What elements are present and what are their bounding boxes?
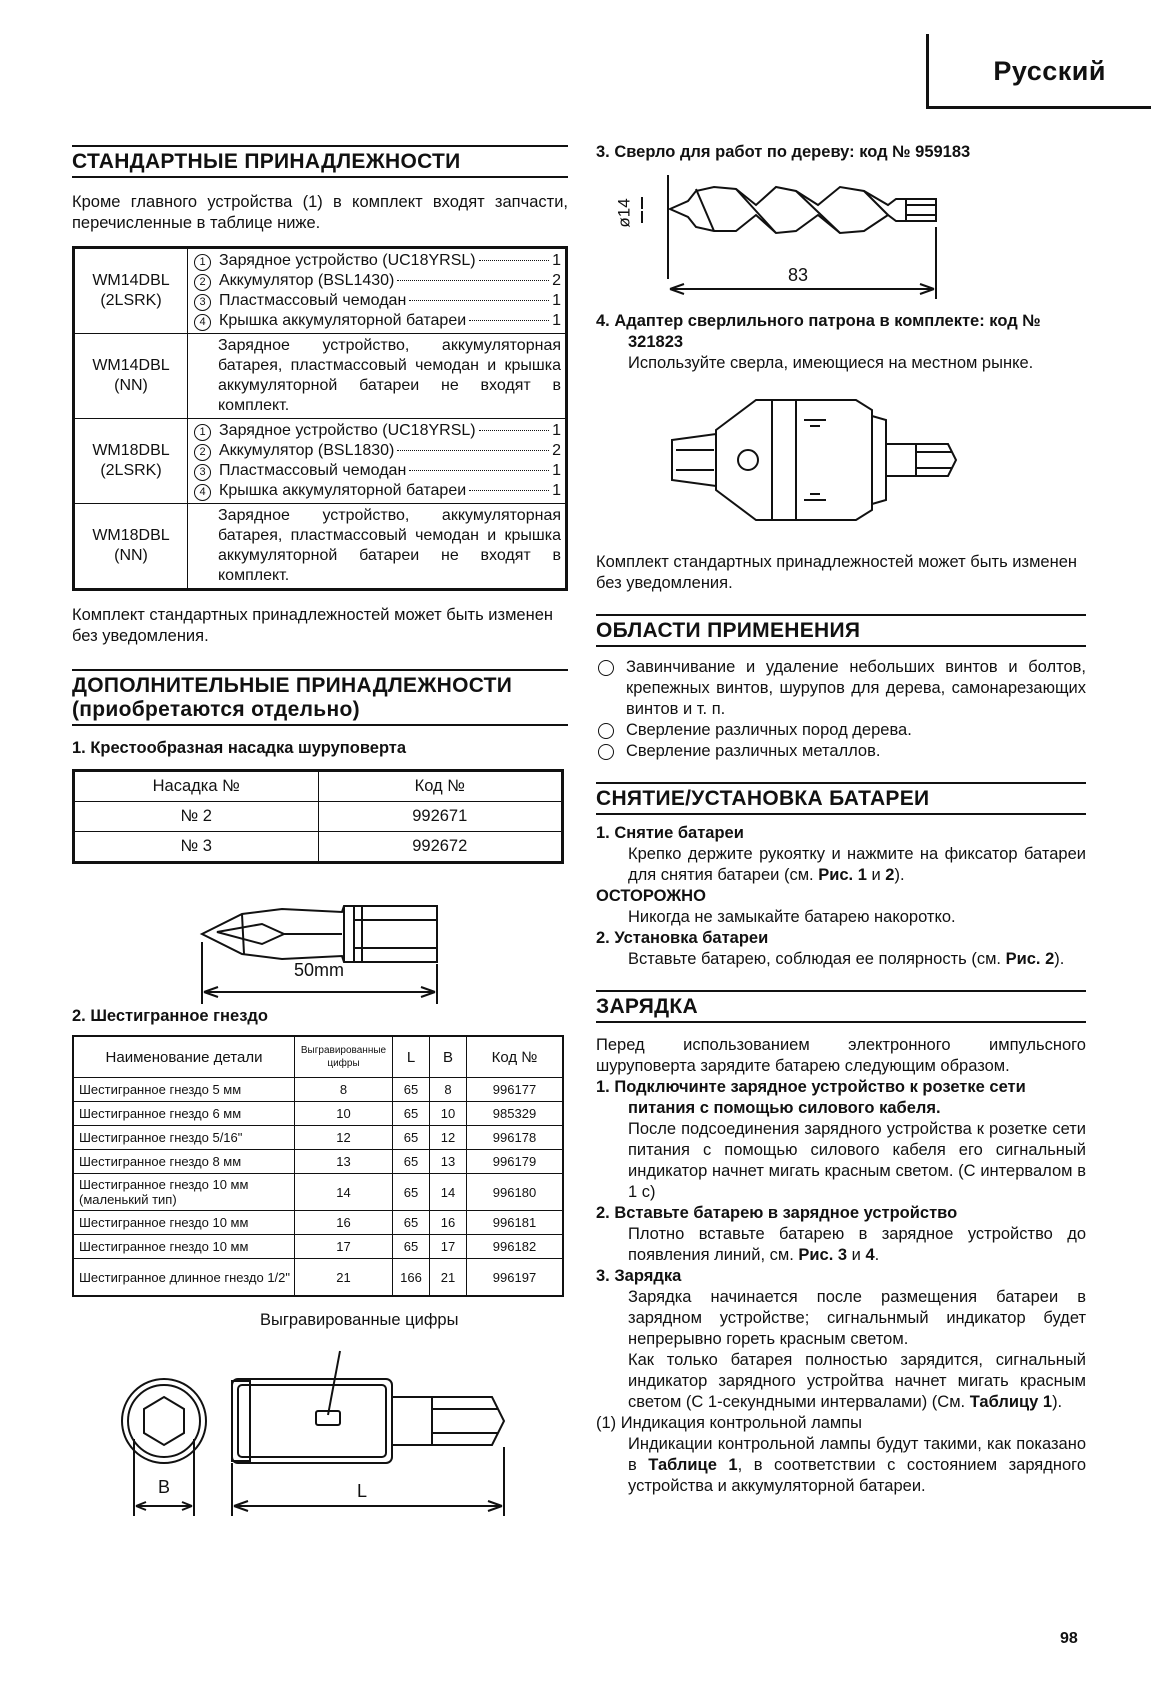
table-row: Шестигранное гнездо 5/16" 12 65 12 996178	[73, 1126, 563, 1150]
bit-length-label: 50mm	[294, 960, 345, 980]
table-row: Шестигранное гнездо 8 мм 13 65 13 996179	[73, 1150, 563, 1174]
charging-intro: Перед использованием электронного импульсного шуруповерта зарядите батарею следующим образом.	[596, 1036, 1086, 1075]
wood-drill-icon	[596, 169, 1086, 299]
number-circle-icon: 3	[194, 464, 211, 481]
battery-install-text: Вставьте батарею, соблюдая ее полярность (см. Рис. 2).	[628, 950, 1065, 968]
table-row	[74, 504, 567, 590]
wood-drill-heading: 3. Сверло для работ по дереву: код № 959183	[596, 143, 971, 161]
table-row: Шестигранное гнездо 10 мм 16 65 16 996181	[73, 1211, 563, 1235]
table-row: Шестигранное гнездо 10 мм (маленький тип) 14 65 14 996180	[73, 1174, 563, 1211]
model-cell: WM18DBL (2LSRK)	[74, 419, 188, 504]
table-header: Код №	[318, 771, 563, 802]
battery-title: СНЯТИЕ/УСТАНОВКА БАТАРЕИ	[596, 782, 1086, 815]
number-circle-icon: 2	[194, 444, 211, 461]
language-header	[926, 34, 1151, 109]
right-column	[596, 142, 1086, 1497]
circle-bullet-icon	[598, 723, 614, 739]
table-row	[74, 771, 563, 802]
std-accessories-table	[72, 246, 568, 591]
charge-step3-text2: Как только батарея полностью зарядится, сигнальный индикатор зарядного устройтва начнет мигать красным светом (С 1-секундными интервалами) (См. Таблицу 1).	[628, 1351, 1086, 1411]
table-header: Насадка №	[74, 771, 319, 802]
table-row	[73, 1036, 563, 1078]
charge-step1-heading: 1. Подключинте зарядное устройство к розетке сети питания с помощью силового кабеля.	[596, 1078, 1026, 1117]
charge-step3-text1: Зарядка начинается после размещения батареи в зарядном устройстве; сигнальнмый индикатор будет непрерывно гореть красным светом.	[628, 1288, 1086, 1348]
bit-drawing	[72, 864, 568, 1004]
battery-remove-heading: 1. Снятие батареи	[596, 824, 744, 842]
table-row	[74, 419, 567, 504]
number-circle-icon: 4	[194, 484, 211, 501]
std-intro: Кроме главного устройства (1) в комплект входят запчасти, перечисленные в таблице ниже.	[72, 193, 568, 232]
items-cell: 1 Зарядное устройство (UC18YRSL) 1 2 Аккумулятор (BSL1430) 2 3 Пластмассовый чемодан 1 4 Крышка аккумуляторной батареи 1	[188, 248, 567, 334]
drill-diameter-label: ø14	[614, 198, 634, 228]
std-accessories-title: СТАНДАРТНЫЕ ПРИНАДЛЕЖНОСТИ	[72, 145, 568, 178]
drill-length-label: 83	[788, 265, 809, 285]
table-row: Шестигранное гнездо 5 мм 8 65 8 996177	[73, 1078, 563, 1102]
chuck-drawing	[596, 380, 1086, 540]
model-cell: WM14DBL (2LSRK)	[74, 248, 188, 334]
std-note-right: Комплект стандартных принадлежностей может быть изменен без уведомления.	[596, 553, 1077, 592]
circle-bullet-icon	[598, 660, 614, 676]
table-header: Наименование детали	[73, 1036, 295, 1078]
caution-text: Никогда не замыкайте батарею накоротко.	[628, 908, 956, 926]
table-row: Шестигранное гнездо 10 мм 17 65 17 996182	[73, 1235, 563, 1259]
chuck-adapter-text: Используйте сверла, имеющиеся на местном рынке.	[628, 354, 1034, 372]
table-row: Шестигранное длинное гнездо 1/2" 21 166 21 996197	[73, 1259, 563, 1297]
model-cell: WM14DBL (NN)	[74, 334, 188, 419]
number-circle-icon: 3	[194, 294, 211, 311]
dim-b-label: B	[158, 1477, 171, 1497]
table-header: Код №	[467, 1036, 564, 1078]
caution-label: ОСТОРОЖНО	[596, 887, 706, 905]
model-cell: WM18DBL (NN)	[74, 504, 188, 590]
table-row	[74, 334, 567, 419]
bit-heading: 1. Крестообразная насадка шуруповерта	[72, 739, 407, 757]
battery-remove-text: Крепко держите рукоятку и нажмите на фиксатор батареи для снятия батареи (см. Рис. 1 и 2).	[628, 845, 1086, 884]
left-column	[72, 145, 568, 1516]
page-number: 98	[1060, 1630, 1078, 1647]
std-note: Комплект стандартных принадлежностей может быть изменен без уведомления.	[72, 606, 553, 645]
opt-accessories-subtitle: (приобретаются отдельно)	[72, 698, 568, 726]
hex-socket-icon	[72, 1311, 568, 1516]
drill-chuck-icon	[596, 380, 1086, 540]
bit-table	[72, 769, 564, 864]
indicator-text: Индикации контрольной лампы будут такими, как показано в Таблице 1, в соответствии с состоянием зарядного устройства и аккумуляторной батареи.	[628, 1435, 1086, 1495]
applications-title: ОБЛАСТИ ПРИМЕНЕНИЯ	[596, 614, 1086, 647]
battery-install-heading: 2. Установка батареи	[596, 929, 769, 947]
table-row: № 2 992671	[74, 802, 563, 832]
indicator-heading: (1) Индикация контрольной лампы	[596, 1414, 863, 1432]
number-circle-icon: 4	[194, 314, 211, 331]
table-header: Выгравированные цифры	[295, 1036, 393, 1078]
drill-drawing	[596, 169, 1086, 299]
charging-title: ЗАРЯДКА	[596, 990, 1086, 1023]
table-row: Шестигранное гнездо 6 мм 10 65 10 985329	[73, 1102, 563, 1126]
circle-bullet-icon	[598, 744, 614, 760]
charge-step3-heading: 3. Зарядка	[596, 1267, 682, 1285]
table-row: № 3 992672	[74, 832, 563, 863]
list-item: Сверление различных металлов.	[596, 741, 1086, 762]
applications-list	[596, 657, 1086, 762]
socket-heading: 2. Шестигранное гнездо	[72, 1007, 268, 1025]
table-row	[74, 248, 567, 334]
charge-step2-text: Плотно вставьте батарею в зарядное устройство до появления линий, см. Рис. 3 и 4.	[628, 1225, 1086, 1264]
charge-step2-heading: 2. Вставьте батарею в зарядное устройство	[596, 1204, 958, 1222]
items-cell: Зарядное устройство, аккумуляторная батарея, пластмассовый чемодан и крышка аккумуляторной батареи не входят в комплект.	[188, 334, 567, 419]
socket-table	[72, 1035, 564, 1297]
charge-step1-text: После подсоединения зарядного устройства к розетке сети питания с помощью силового кабеля его сигнальный индикатор начнет мигать красным светом. (С интервалом в 1 с)	[628, 1120, 1086, 1201]
table-header: L	[393, 1036, 430, 1078]
items-cell: Зарядное устройство, аккумуляторная батарея, пластмассовый чемодан и крышка аккумуляторной батареи не входят в комплект.	[188, 504, 567, 590]
language-label: Русский	[993, 56, 1106, 86]
number-circle-icon: 2	[194, 274, 211, 291]
number-circle-icon: 1	[194, 424, 211, 441]
table-header: B	[430, 1036, 467, 1078]
socket-drawing	[72, 1311, 568, 1516]
list-item: Сверление различных пород дерева.	[596, 720, 1086, 741]
dim-l-label: L	[357, 1481, 368, 1501]
engraved-label: Выгравированные цифры	[260, 1311, 459, 1329]
items-cell: 1 Зарядное устройство (UC18YRSL) 1 2 Аккумулятор (BSL1830) 2 3 Пластмассовый чемодан 1 4 Крышка аккумуляторной батареи 1	[188, 419, 567, 504]
opt-accessories-title: ДОПОЛНИТЕЛЬНЫЕ ПРИНАДЛЕЖНОСТИ	[72, 669, 568, 698]
screwdriver-bit-icon	[72, 864, 568, 1004]
list-item: Завинчивание и удаление небольших винтов и болтов, крепежных винтов, шурупов для дерева, самонарезающих винтов и т. п.	[596, 657, 1086, 720]
number-circle-icon: 1	[194, 254, 211, 271]
chuck-adapter-heading: 4. Адаптер сверлильного патрона в комплекте: код № 321823	[596, 312, 1041, 351]
